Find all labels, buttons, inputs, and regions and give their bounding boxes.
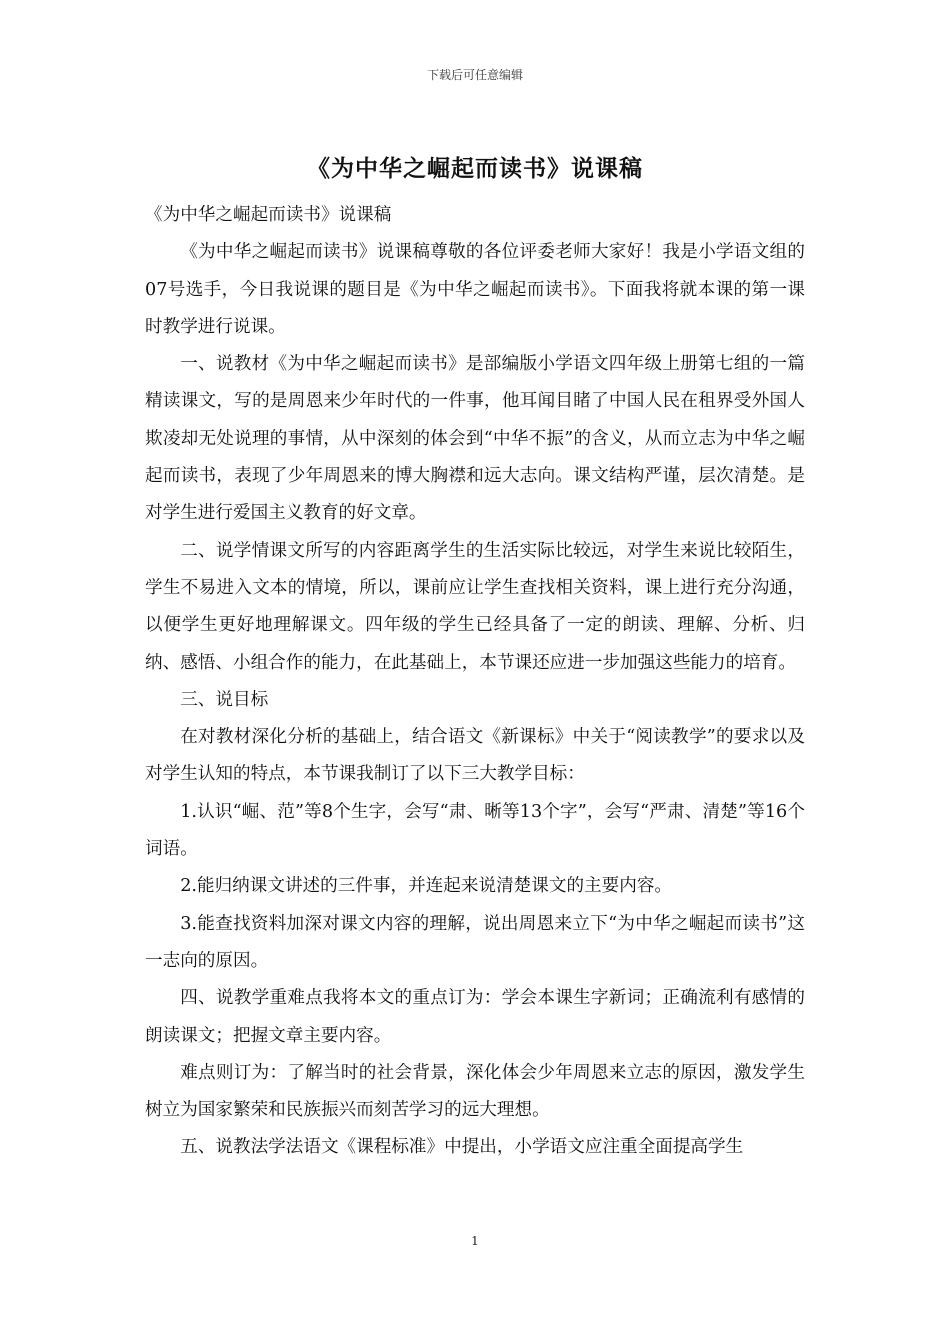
document-title: 《为中华之崛起而读书》说课稿 [307, 156, 643, 182]
paragraph-section-2: 二、说学情课文所写的内容距离学生的生活实际比较远，对学生来说比较陌生，学生不易进入文本的情境，所以，课前应让学生查找相关资料，课上进行充分沟通，以便学生更好地理解课文。四年级的学生已经具备了一定的朗读、理解、分析、归纳、感悟、小组合作的能力，在此基础上，本节课还应进一步加强这些能力的培育。 [145, 540, 805, 673]
paragraph-section-5: 五、说教法学法语文《课程标准》中提出，小学语文应注重全面提高学生 [180, 1137, 744, 1158]
paragraph-section-4: 四、说教学重难点我将本文的重点订为：学会本课生字新词；正确流利有感情的朗读课文；把握文章主要内容。 [145, 988, 805, 1046]
page-number: 1 [471, 1234, 479, 1248]
document-body [145, 197, 805, 1167]
paragraph-difficulties: 难点则订为：了解当时的社会背景，深化体会少年周恩来立志的原因，激发学生树立为国家繁荣和民族振兴而刻苦学习的远大理想。 [145, 1062, 805, 1121]
paragraph-section-3-heading: 三、说目标 [180, 689, 269, 710]
paragraph-subtitle: 《为中华之崛起而读书》说课稿 [145, 205, 392, 225]
paragraph-goal-2: 2.能归纳课文讲述的三件事，并连起来说清楚课文的主要内容。 [180, 876, 673, 897]
paragraph-goal-3: 3.能查找资料加深对课文内容的理解，说出周恩来立下“为中华之崛起而读书”这一志向的原因。 [145, 913, 805, 971]
paragraph-goals-intro: 在对教材深化分析的基础上，结合语文《新课标》中关于“阅读教学”的要求以及对学生认知的特点，本节课我制订了以下三大教学目标： [145, 727, 805, 785]
paragraph-intro: 《为中华之崛起而读书》说课稿尊敬的各位评委老师大家好！我是小学语文组的07号选手，今日我说课的题目是《为中华之崛起而读书》。下面我将就本课的第一课时教学进行说课。 [145, 242, 805, 337]
paragraph-goal-1: 1.认识“崛、范”等8个生字，会写“肃、晰等13个字”，会写“严肃、清楚”等16个词语。 [145, 801, 805, 860]
page-header: 下载后可任意编辑 [426, 68, 523, 82]
paragraph-section-1: 一、说教材《为中华之崛起而读书》是部编版小学语文四年级上册第七组的一篇精读课文，写的是周恩来少年时代的一件事，他耳闻目睹了中国人民在租界受外国人欺凌却无处说理的事情，从中深刻的体会到“中华不振”的含义，从而立志为中华之崛起而读书，表现了少年周恩来的博大胸襟和远大志向。课文结构严谨，层次清楚。是对学生进行爱国主义教育的好文章。 [145, 354, 805, 524]
